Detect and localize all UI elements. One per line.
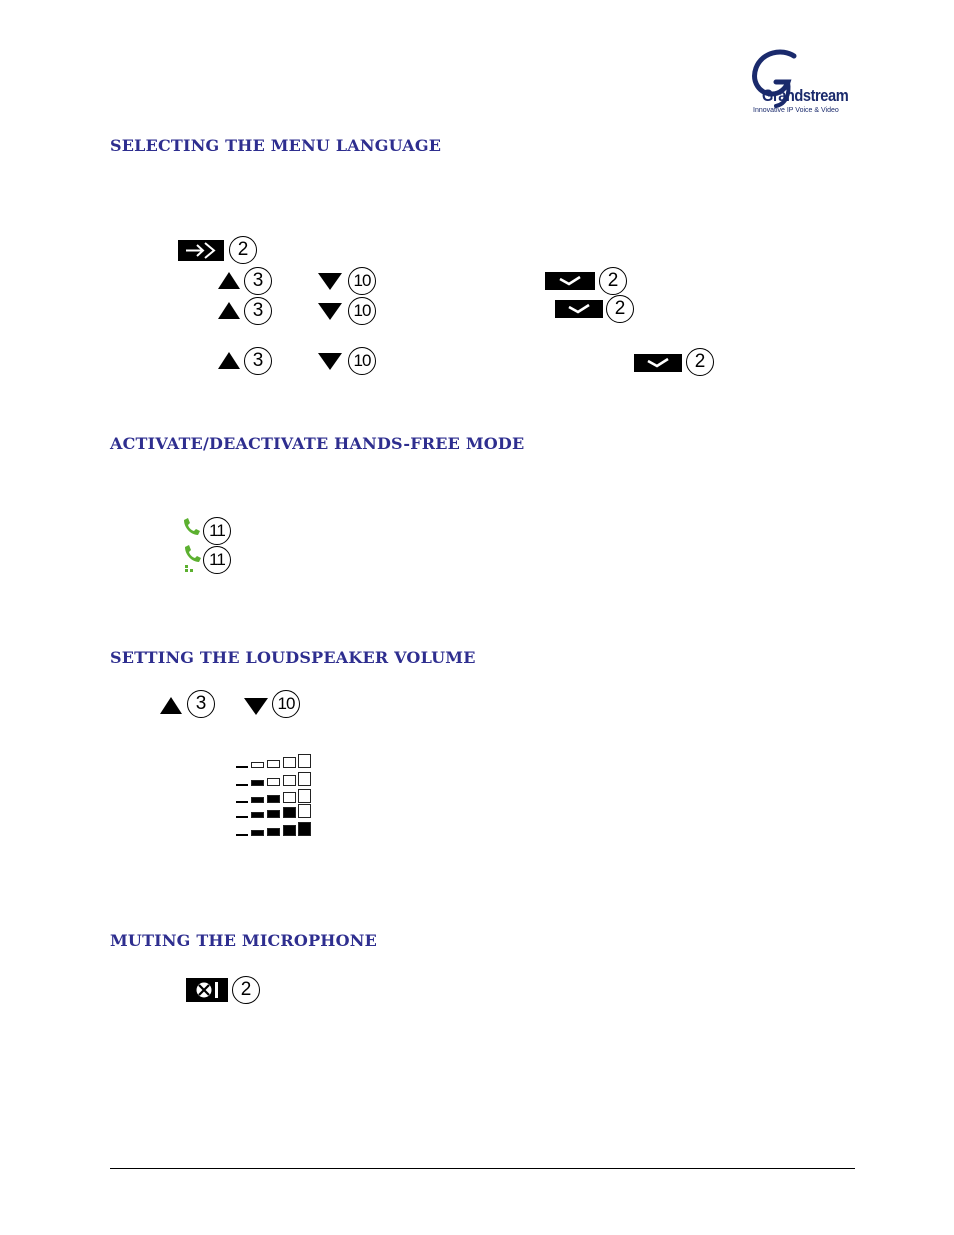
handsfree-icon (181, 545, 201, 573)
volume-bar (283, 807, 296, 818)
volume-bar (267, 760, 280, 768)
up-key-number: 3 (244, 267, 272, 295)
volume-bar (251, 830, 264, 836)
talk-icon (181, 516, 201, 542)
volume-bar (283, 757, 296, 768)
up-key-number: 3 (244, 347, 272, 375)
volume-bar (283, 825, 296, 836)
volume-bar (236, 784, 248, 786)
volume-bar (298, 754, 311, 768)
volume-level-row (236, 789, 316, 803)
arrow-down-icon (318, 273, 342, 290)
volume-bar (236, 801, 248, 803)
volume-bar (236, 766, 248, 768)
ok-check-icon (555, 300, 603, 318)
talk-key-number: 11 (203, 517, 231, 545)
down-key-number: 10 (348, 297, 376, 325)
ok-key-number: 2 (606, 295, 634, 323)
ok-key-number: 2 (599, 267, 627, 295)
mute-icon (186, 978, 228, 1002)
volume-bar (298, 772, 311, 786)
arrow-down-icon (318, 303, 342, 320)
talk-key-number: 11 (203, 546, 231, 574)
volume-bar (267, 828, 280, 836)
section-title-hands-free: ACTIVATE/DEACTIVATE HANDS-FREE MODE (110, 434, 525, 453)
volume-bar (298, 822, 311, 836)
ok-check-icon (634, 354, 682, 372)
volume-level-row (236, 754, 316, 768)
ok-check-icon (545, 272, 595, 290)
volume-bar (267, 778, 280, 786)
volume-bar (283, 792, 296, 803)
arrow-down-icon (318, 353, 342, 370)
grandstream-logo (746, 44, 854, 118)
volume-bar (236, 834, 248, 836)
arrow-up-icon (218, 352, 240, 369)
volume-bar (298, 804, 311, 818)
volume-bar (283, 775, 296, 786)
up-key-number: 3 (244, 297, 272, 325)
up-key-number: 3 (187, 690, 215, 718)
ok-key-number: 2 (686, 348, 714, 376)
volume-bar (298, 789, 311, 803)
down-key-number: 10 (348, 267, 376, 295)
volume-level-row (236, 822, 316, 836)
footer-divider (110, 1168, 855, 1169)
volume-bar (251, 797, 264, 803)
down-key-number: 10 (348, 347, 376, 375)
volume-bar (267, 795, 280, 803)
arrow-up-icon (160, 697, 182, 714)
volume-level-row (236, 772, 316, 786)
section-title-mute: MUTING THE MICROPHONE (110, 931, 377, 950)
volume-bar (236, 816, 248, 818)
logo-wordmark: Grandstream (762, 86, 849, 105)
volume-bar (251, 812, 264, 818)
menu-key-icon (178, 240, 224, 261)
volume-level-row (236, 804, 316, 818)
volume-bar (251, 780, 264, 786)
mute-key-number: 2 (232, 976, 260, 1004)
menu-key-number: 2 (229, 236, 257, 264)
volume-bar (267, 810, 280, 818)
volume-bar (251, 762, 264, 768)
down-key-number: 10 (272, 690, 300, 718)
section-title-loudspeaker: SETTING THE LOUDSPEAKER VOLUME (110, 648, 476, 667)
arrow-up-icon (218, 272, 240, 289)
logo-tagline: Innovative IP Voice & Video (753, 107, 839, 114)
arrow-down-icon (244, 698, 268, 715)
section-title-menu-language: SELECTING THE MENU LANGUAGE (110, 136, 442, 155)
arrow-up-icon (218, 302, 240, 319)
